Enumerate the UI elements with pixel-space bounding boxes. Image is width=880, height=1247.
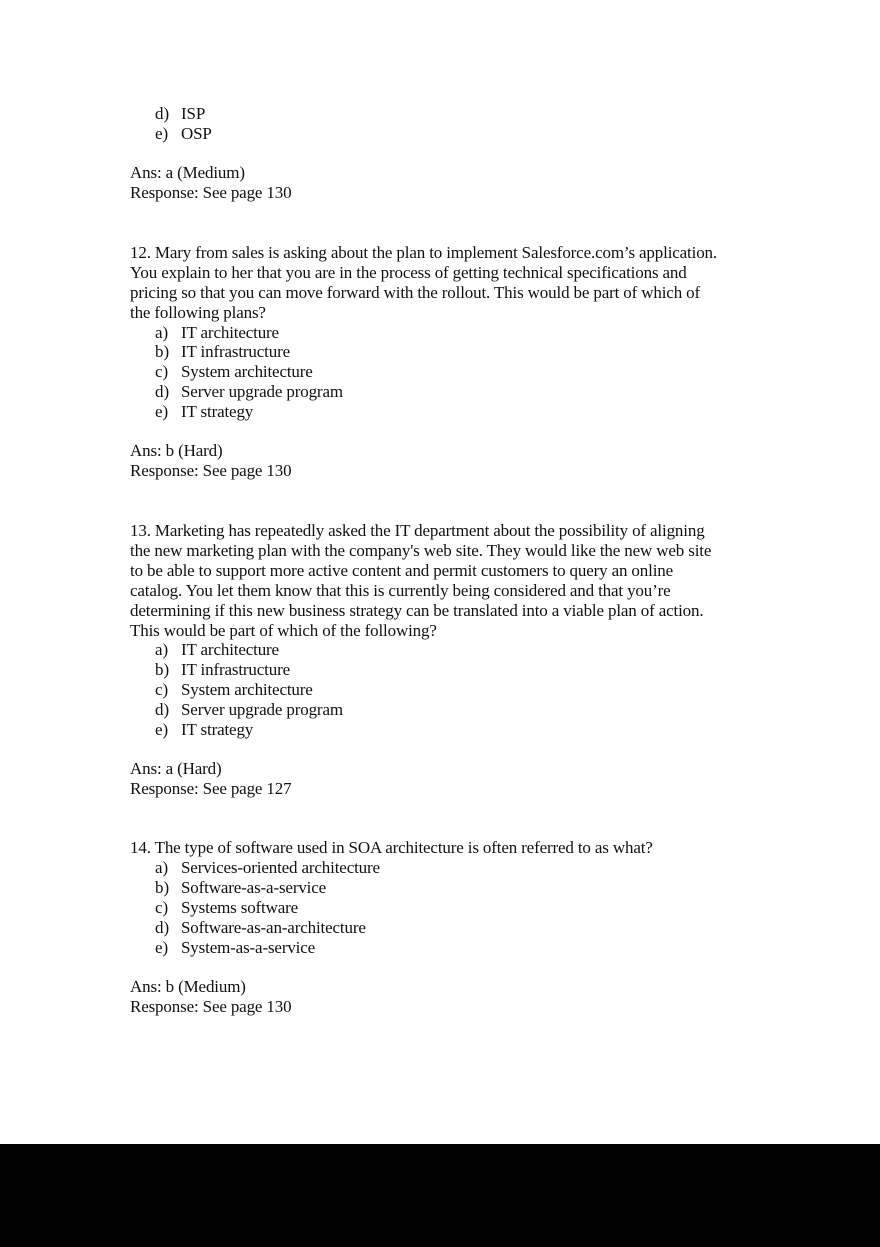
option-text: OSP [181, 124, 212, 143]
option-letter: c) [155, 362, 169, 381]
option-letter: b) [155, 878, 170, 897]
answer-line: Ans: a (Medium) [130, 163, 245, 182]
option-text: IT infrastructure [181, 342, 291, 361]
option-text: System-as-a-service [181, 938, 316, 957]
option-text: IT infrastructure [181, 660, 291, 679]
answer-line: Ans: b (Hard) [130, 441, 223, 460]
option-text: IT architecture [181, 323, 279, 342]
option-letter: b) [155, 342, 170, 361]
option-text: Software-as-an-architecture [181, 918, 366, 937]
response-line: Response: See page 130 [130, 461, 292, 480]
option-letter: e) [155, 938, 169, 957]
answer-line: Ans: b (Medium) [130, 977, 246, 996]
question-stem-line: determining if this new business strategy can be translated into a viable plan of action. [130, 601, 704, 620]
question-stem-line: to be able to support more active content and permit customers to query an online [130, 561, 674, 580]
option-letter: d) [155, 382, 170, 401]
option-text: Systems software [181, 898, 299, 917]
option-letter: b) [155, 660, 170, 679]
question-stem-line: 13. Marketing has repeatedly asked the IT department about the possibility of aligning [130, 521, 705, 540]
option-letter: c) [155, 680, 169, 699]
option-letter: d) [155, 918, 170, 937]
option-letter: e) [155, 402, 169, 421]
question-stem-line: catalog. You let them know that this is currently being considered and that you’re [130, 581, 671, 600]
option-text: Software-as-a-service [181, 878, 327, 897]
option-letter: c) [155, 898, 169, 917]
question-stem-line: the new marketing plan with the company's web site. They would like the new web site [130, 541, 712, 560]
response-line: Response: See page 130 [130, 997, 292, 1016]
question-stem-line: 12. Mary from sales is asking about the plan to implement Salesforce.com’s application. [130, 243, 718, 262]
question-stem-line: the following plans? [130, 303, 266, 322]
option-letter: a) [155, 858, 169, 877]
option-letter: e) [155, 124, 169, 143]
option-letter: a) [155, 640, 169, 659]
option-text: Server upgrade program [181, 382, 343, 401]
question-stem-line: 14. The type of software used in SOA architecture is often referred to as what? [130, 838, 653, 857]
question-stem-line: pricing so that you can move forward with the rollout. This would be part of which of [130, 283, 701, 302]
option-letter: d) [155, 104, 170, 123]
option-text: Server upgrade program [181, 700, 343, 719]
option-text: Services-oriented architecture [181, 858, 380, 877]
letterbox-bar [0, 1144, 880, 1247]
response-line: Response: See page 130 [130, 183, 292, 202]
option-text: IT architecture [181, 640, 279, 659]
question-stem-line: This would be part of which of the following? [130, 621, 437, 640]
response-line: Response: See page 127 [130, 779, 292, 798]
answer-line: Ans: a (Hard) [130, 759, 222, 778]
option-text: IT strategy [181, 402, 254, 421]
option-text: ISP [181, 104, 206, 123]
option-letter: e) [155, 720, 169, 739]
option-letter: d) [155, 700, 170, 719]
option-letter: a) [155, 323, 169, 342]
question-stem-line: You explain to her that you are in the process of getting technical specifications and [130, 263, 687, 282]
option-text: System architecture [181, 680, 313, 699]
option-text: IT strategy [181, 720, 254, 739]
option-text: System architecture [181, 362, 313, 381]
